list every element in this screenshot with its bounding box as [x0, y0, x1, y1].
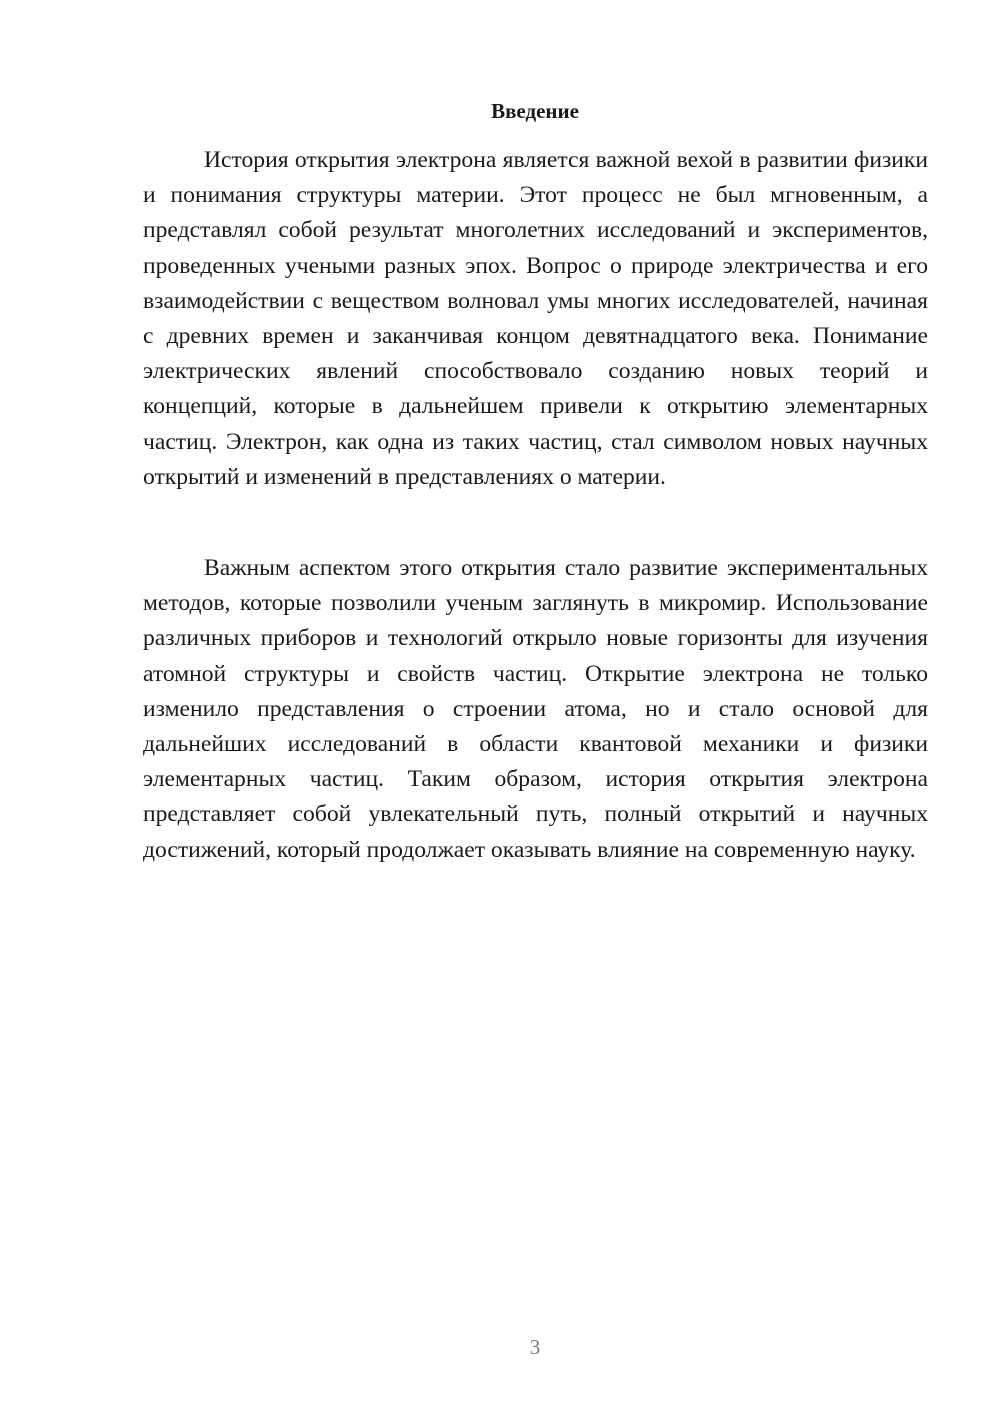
- page-number: 3: [529, 1335, 541, 1359]
- section-heading: Введение: [491, 99, 579, 123]
- paragraph-2: Важным аспектом этого открытия стало развитие экспериментальных методов, которые позволили ученым заглянуть в микромир. Использование различных приборов и технологий открыло новые горизонты для изучения атомной структуры и свойств частиц. Открытие электрона не только изменило представления о строении атома, но и стало основой для дальнейших исследований в области квантовой механики и физики элементарных частиц. Таким образом, история открытия электрона представляет собой увлекательный путь, полный открытий и научных достижений, который продолжает оказывать влияние на современную науку.: [143, 555, 928, 863]
- paragraph-1: История открытия электрона является важной вехой в развитии физики и понимания структуры материи. Этот процесс не был мгновенным, а представлял собой результат многолетних исследований и экспериментов, проведенных учеными разных эпох. Вопрос о природе электричества и его взаимодействии с веществом волновал умы многих исследователей, начиная с древних времен и заканчивая концом девятнадцатого века. Понимание электрических явлений способствовало созданию новых теорий и концепций, которые в дальнейшем привели к открытию элементарных частиц. Электрон, как одна из таких частиц, стал символом новых научных открытий и изменений в представлениях о материи.: [143, 147, 928, 490]
